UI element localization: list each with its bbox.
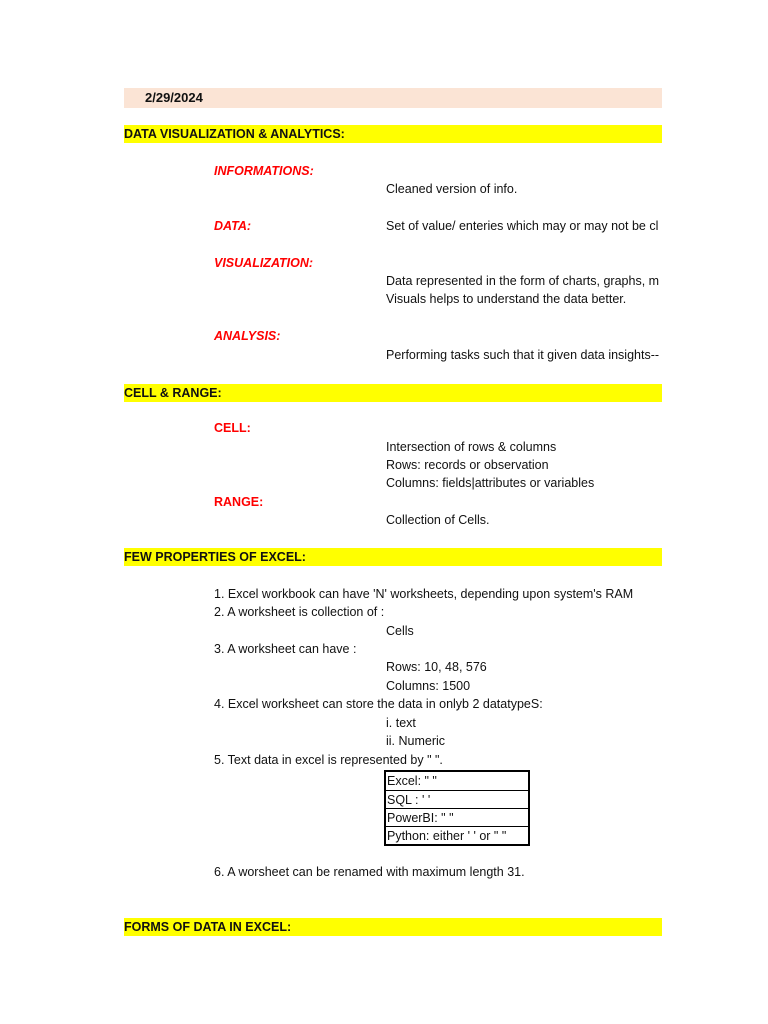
visualization-definition-1[interactable]: Data represented in the form of charts, graphs, m [386, 274, 660, 288]
analysis-label[interactable]: ANALYSIS: [214, 329, 281, 343]
property-6[interactable]: 6. A worsheet can be renamed with maximum length 31. [214, 865, 525, 879]
section-header-forms[interactable]: FORMS OF DATA IN EXCEL: [124, 918, 662, 936]
property-4-sub-2[interactable]: ii. Numeric [386, 734, 446, 748]
analysis-definition[interactable]: Performing tasks such that it given data insights-- [386, 348, 660, 362]
property-1[interactable]: 1. Excel workbook can have 'N' worksheets, depending upon system's RAM [214, 587, 634, 601]
data-label[interactable]: DATA: [214, 219, 252, 233]
quote-row-excel[interactable]: Excel: " " [387, 774, 437, 788]
range-label[interactable]: RANGE: [214, 495, 264, 509]
cell-definition-3[interactable]: Columns: fields|attributes or variables [386, 476, 595, 490]
date-row-highlight [124, 88, 662, 108]
quote-row-sql[interactable]: SQL : ' ' [386, 790, 528, 808]
property-2[interactable]: 2. A worksheet is collection of : [214, 605, 385, 619]
visualization-label[interactable]: VISUALIZATION: [214, 256, 314, 270]
informations-definition[interactable]: Cleaned version of info. [386, 182, 518, 196]
quote-syntax-table [384, 770, 530, 846]
quote-row-powerbi[interactable]: PowerBI: " " [386, 808, 528, 826]
property-5[interactable]: 5. Text data in excel is represented by " ". [214, 753, 443, 767]
section-header-cell-range[interactable]: CELL & RANGE: [124, 384, 662, 402]
property-3-sub-1[interactable]: Rows: 10, 48, 576 [386, 660, 487, 674]
informations-label[interactable]: INFORMATIONS: [214, 164, 314, 178]
section-header-properties[interactable]: FEW PROPERTIES OF EXCEL: [124, 548, 662, 566]
section-header-dva[interactable]: DATA VISUALIZATION & ANALYTICS: [124, 125, 662, 143]
property-4[interactable]: 4. Excel worksheet can store the data in onlyb 2 datatypeS: [214, 697, 543, 711]
data-definition[interactable]: Set of value/ enteries which may or may not be cl [386, 219, 659, 233]
cell-definition-2[interactable]: Rows: records or observation [386, 458, 549, 472]
cell-label[interactable]: CELL: [214, 421, 251, 435]
cell-definition-1[interactable]: Intersection of rows & columns [386, 440, 557, 454]
range-definition[interactable]: Collection of Cells. [386, 513, 490, 527]
property-2-sub[interactable]: Cells [386, 624, 414, 638]
date-cell[interactable]: 2/29/2024 [145, 90, 203, 105]
quote-row-python[interactable]: Python: either ' ' or " " [386, 826, 528, 844]
property-3[interactable]: 3. A worksheet can have : [214, 642, 357, 656]
property-3-sub-2[interactable]: Columns: 1500 [386, 679, 471, 693]
visualization-definition-2[interactable]: Visuals helps to understand the data better. [386, 292, 627, 306]
property-4-sub-1[interactable]: i. text [386, 716, 416, 730]
